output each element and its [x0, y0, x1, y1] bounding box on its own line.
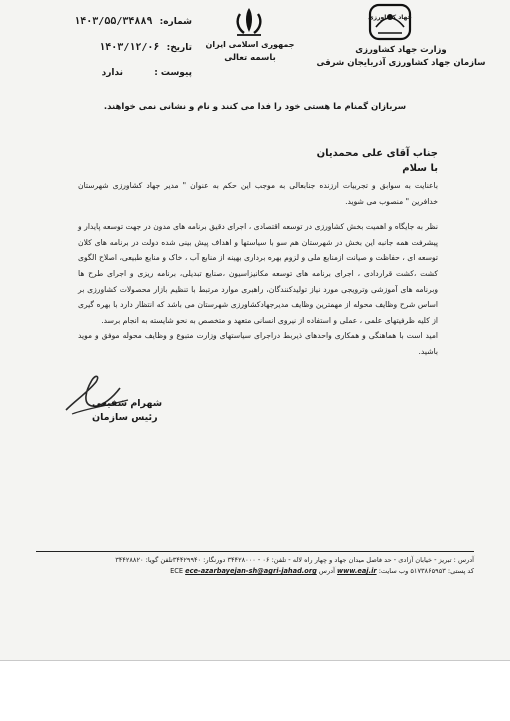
website-link[interactable]: www.eaj.ir — [337, 567, 377, 575]
attachment-label: پیوست : — [154, 68, 192, 78]
invocation: باسمه تعالی — [224, 53, 276, 63]
ministry-name: وزارت جهاد کشاورزی — [355, 45, 447, 55]
organization-name: سازمان جهاد کشاورزی آذربایجان شرقی — [316, 58, 486, 68]
date-label: تاریخ: — [166, 43, 192, 53]
postal-code: کد پستی: ۵۱۷۳۸۶۵۹۵۳ وب سایت: — [378, 567, 474, 575]
recipient: جناب آقای علی محمدیان — [316, 148, 438, 159]
email-link[interactable]: ece-azarbayejan-sh@agri-jahad.org — [185, 567, 317, 575]
email-label: آدرس ECE — [170, 567, 335, 575]
letter-body — [78, 178, 438, 360]
footer-address: آدرس : تبریز - خیابان آزادی - حد فاصل میدان جهاد و چهار راه لاله - تلفن: ۰۶ - ۳۴۴۲۸۰۰۰ دورنگار: ۳۴۴۲۹۹۴۰تلفن گویا: ۳۴۴۲۸۸۲۰ — [115, 556, 474, 564]
body-paragraph: نظر به جایگاه و اهمیت بخش کشاورزی در توسعه اقتصادی ، اجرای دقیق برنامه های مدون در جهت توسعه پایدار و پیشرفت همه جانبه این بخش در شهرستان هم سو با سیاستها و اهداف پیش بینی شده دولت در برنامه های کلان توسعه ای ، حفاظت و صیانت ازمنابع ملی و لزوم بهره برداری بهینه از منابع آب ، خاک و منابع طبیعی، اصلاح الگوی کشت ،کشت قراردادی ، اجرای برنامه های توسعه مکانیزاسیون ،صنایع تبدیلی، برنامه ریزی و اجرای طرح ها وبرنامه های آموزشی وترویجی مورد نیاز تولیدکنندگان، راهبری موارد مرتبط با تنظیم بازار محصولات کشاورزی بر اساس شرح وظایف محوله از مهمترین وظایف مدیرجهادکشاورزی شهرستان می باشد که انتظار دارد با بهره گیری از کلیه ظرفیتهای علمی ، عملی و استفاده از نیروی انسانی متعهد و متخصص به نحو شایسته به انجام برسد. — [78, 222, 438, 325]
iran-emblem-icon — [231, 6, 267, 38]
footer-contact — [34, 566, 474, 576]
republic-label: جمهوری اسلامی ایران — [205, 40, 295, 49]
letter-number — [52, 16, 192, 27]
letter-attachment — [52, 68, 192, 78]
footer-divider — [36, 551, 474, 552]
number-value: ۱۴۰۳/۵۵/۳۴۸۸۹ — [74, 16, 153, 27]
signer-title: رئیس سازمان — [92, 412, 158, 423]
signature-icon — [62, 370, 132, 418]
letter-date — [52, 42, 192, 53]
greeting: با سلام — [402, 163, 438, 174]
signer-name: شهرام شفیعی — [92, 398, 163, 409]
number-label: شماره: — [159, 17, 192, 27]
body-paragraph: امید است با هماهنگی و همکاری واحدهای ذیربط دراجرای سیاستهای وزارت متبوع و وظایف محوله موفق و موید باشید. — [78, 331, 438, 356]
ministry-logo-icon — [368, 3, 412, 41]
date-value: ۱۴۰۳/۱۲/۰۶ — [99, 42, 160, 53]
body-paragraph: باعنایت به سوابق و تجربیات ارزنده جنابعالی به موجب این حکم به عنوان " مدیر جهاد کشاورزی شهرستان خدافرین " منصوب می شوید. — [78, 181, 438, 206]
motto: سربازان گمنام ما هستی خود را فدا می کنند و نام و نشانی نمی خواهند. — [103, 102, 407, 112]
attachment-value: ندارد — [101, 68, 124, 78]
logo-text: جهاد کشاورزی — [368, 14, 412, 21]
